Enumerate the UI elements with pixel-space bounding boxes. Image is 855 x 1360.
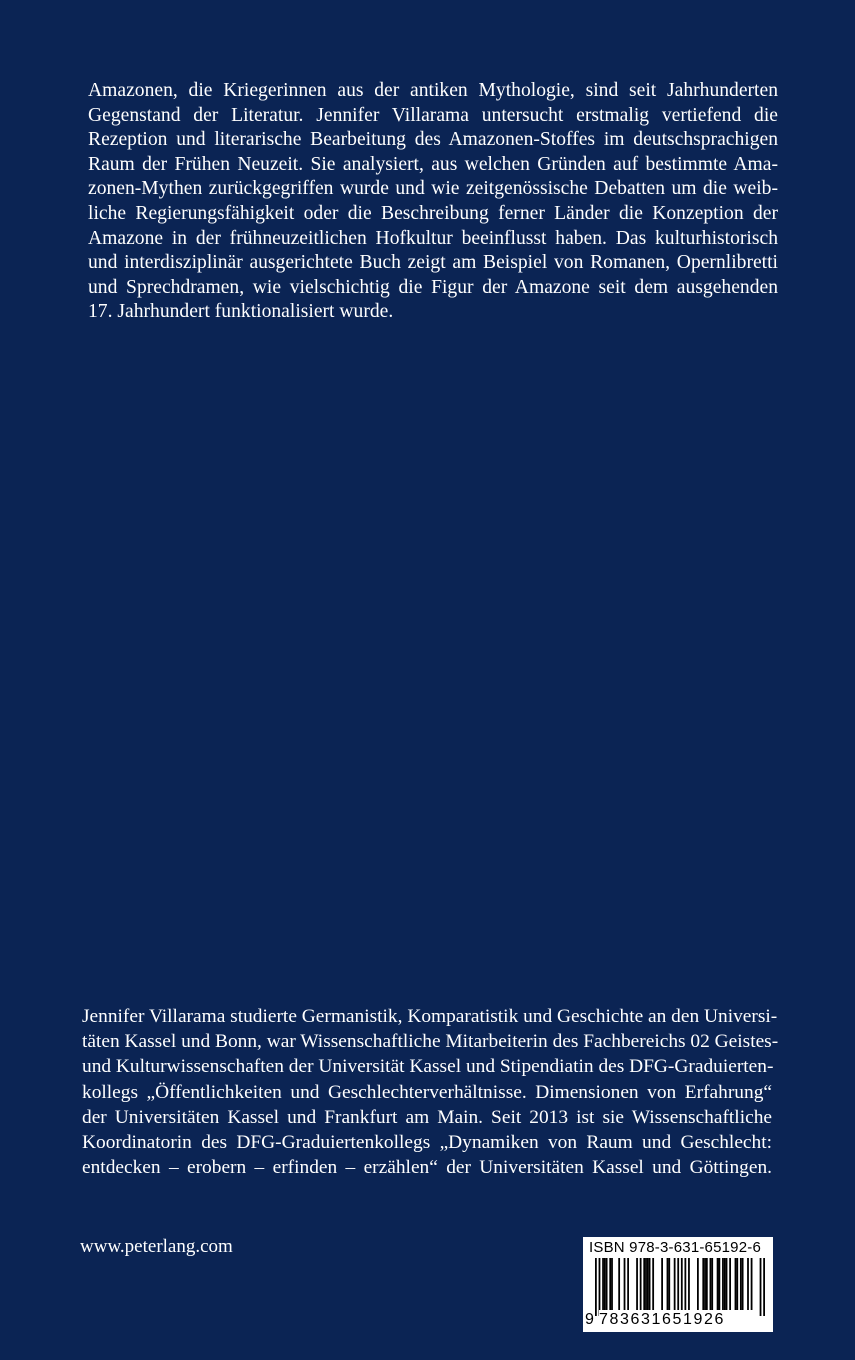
barcode-bar: [681, 1258, 683, 1316]
barcode-bar: [602, 1258, 604, 1310]
description-line: und interdisziplinär ausgerichtete Buch zeigt am Beispiel von Romanen, Opernlibretti: [88, 252, 778, 274]
biography-line: und Kulturwissenschaften der Universität Kassel und Stipendiatin des DFG-Graduierten-: [82, 1056, 774, 1078]
barcode-bar: [668, 1258, 670, 1310]
barcode-bar: [722, 1258, 724, 1310]
description-line: Amazonen, die Kriegerinnen aus der antiken Mythologie, sind seit Jahrhunderten: [88, 80, 778, 101]
barcode-bar: [704, 1258, 706, 1310]
barcode-bar: [606, 1258, 608, 1310]
barcode-bar: [711, 1258, 713, 1310]
isbn-label: ISBN 978-3-631-65192-6: [589, 1239, 762, 1256]
barcode-bar: [627, 1258, 629, 1310]
barcode-bar: [652, 1258, 654, 1310]
ean-remaining-digits: 783631651926: [599, 1311, 725, 1328]
biography-line: entdecken – erobern – erfinden – erzählen“ der Universitäten Kassel und Göttingen.: [82, 1157, 772, 1179]
isbn-barcode: [583, 1237, 773, 1332]
description-line: 17. Jahrhundert funktionalisiert wurde.: [88, 301, 394, 323]
barcode-bar: [667, 1258, 669, 1310]
biography-line: Jennifer Villarama studierte Germanistik, Komparatistik und Geschichte an den Universi-: [82, 1006, 778, 1027]
barcode-bar: [726, 1258, 728, 1310]
barcode-bar: [661, 1258, 663, 1310]
barcode-bars: [595, 1258, 765, 1316]
barcode-bar: [599, 1258, 601, 1316]
author-biography: [82, 1004, 779, 1180]
barcode-bar: [718, 1258, 720, 1310]
barcode-bar: [609, 1258, 611, 1310]
barcode-bar: [724, 1258, 726, 1310]
barcode-bar: [763, 1258, 765, 1316]
barcode-bar: [618, 1258, 620, 1310]
barcode-bar: [702, 1258, 704, 1310]
barcode-bar: [611, 1258, 613, 1310]
publisher-website: www.peterlang.com: [80, 1236, 233, 1257]
barcode-bar: [649, 1258, 651, 1310]
barcode-bar: [645, 1258, 647, 1310]
barcode-bar: [747, 1258, 749, 1310]
biography-line: Koordinatorin des DFG-Graduiertenkollegs „Dynamiken von Raum und Geschlecht:: [82, 1132, 772, 1154]
ean-first-digit: 9: [585, 1311, 596, 1328]
description-line: Raum der Frühen Neuzeit. Sie analysiert, aus welchen Gründen auf bestimmte Ama-: [88, 153, 778, 175]
barcode-bar: [647, 1258, 649, 1310]
biography-line: der Universitäten Kassel und Frankfurt am Main. Seit 2013 ist sie Wissenschaftliche: [82, 1106, 772, 1128]
biography-line: täten Kassel und Bonn, war Wissenschaftliche Mitarbeiterin des Fachbereichs 02 Geistes-: [82, 1031, 779, 1053]
description-line: zonen-Mythen zurückgegriffen wurde und wie zeitgenössische Debatten um die weib-: [88, 178, 778, 200]
barcode-bar: [643, 1258, 645, 1310]
barcode-bar: [740, 1258, 742, 1310]
barcode-bar: [677, 1258, 679, 1316]
barcode-bar: [624, 1258, 626, 1310]
barcode-bar: [760, 1258, 762, 1316]
barcode-bar: [742, 1258, 744, 1310]
barcode-bar: [735, 1258, 737, 1310]
barcode-bar: [729, 1258, 731, 1310]
barcode-bar: [640, 1258, 642, 1310]
barcode-bar: [697, 1258, 699, 1310]
barcode-bar: [604, 1258, 606, 1310]
barcode-bar: [751, 1258, 753, 1310]
biography-line: kollegs „Öffentlichkeiten und Geschlechterverhältnisse. Dimensionen von Erfahrung“: [82, 1081, 772, 1103]
description-line: liche Regierungsfähigkeit oder die Beschreibung ferner Länder die Konzeption der: [88, 202, 778, 224]
barcode-bar: [684, 1258, 686, 1310]
barcode-bar: [710, 1258, 712, 1310]
book-description: [88, 79, 778, 325]
barcode-bar: [706, 1258, 708, 1310]
description-line: und Sprechdramen, wie vielschichtig die Figur der Amazone seit dem ausgehenden: [88, 276, 778, 298]
barcode-bar: [717, 1258, 719, 1310]
ean-digits: [583, 1310, 773, 1332]
description-line: Rezeption und literarische Bearbeitung des Amazonen-Stoffes im deutschsprachigen: [88, 129, 778, 151]
barcode-bar: [674, 1258, 676, 1310]
description-line: Amazone in der frühneuzeitlichen Hofkultur beeinflusst haben. Das kulturhistorisch: [88, 227, 778, 249]
barcode-bar: [636, 1258, 638, 1310]
barcode-bar: [736, 1258, 738, 1310]
barcode-bar: [595, 1258, 597, 1316]
barcode-bar: [688, 1258, 690, 1310]
description-line: Gegenstand der Literatur. Jennifer Villarama untersucht erstmalig vertiefend die: [88, 104, 778, 126]
